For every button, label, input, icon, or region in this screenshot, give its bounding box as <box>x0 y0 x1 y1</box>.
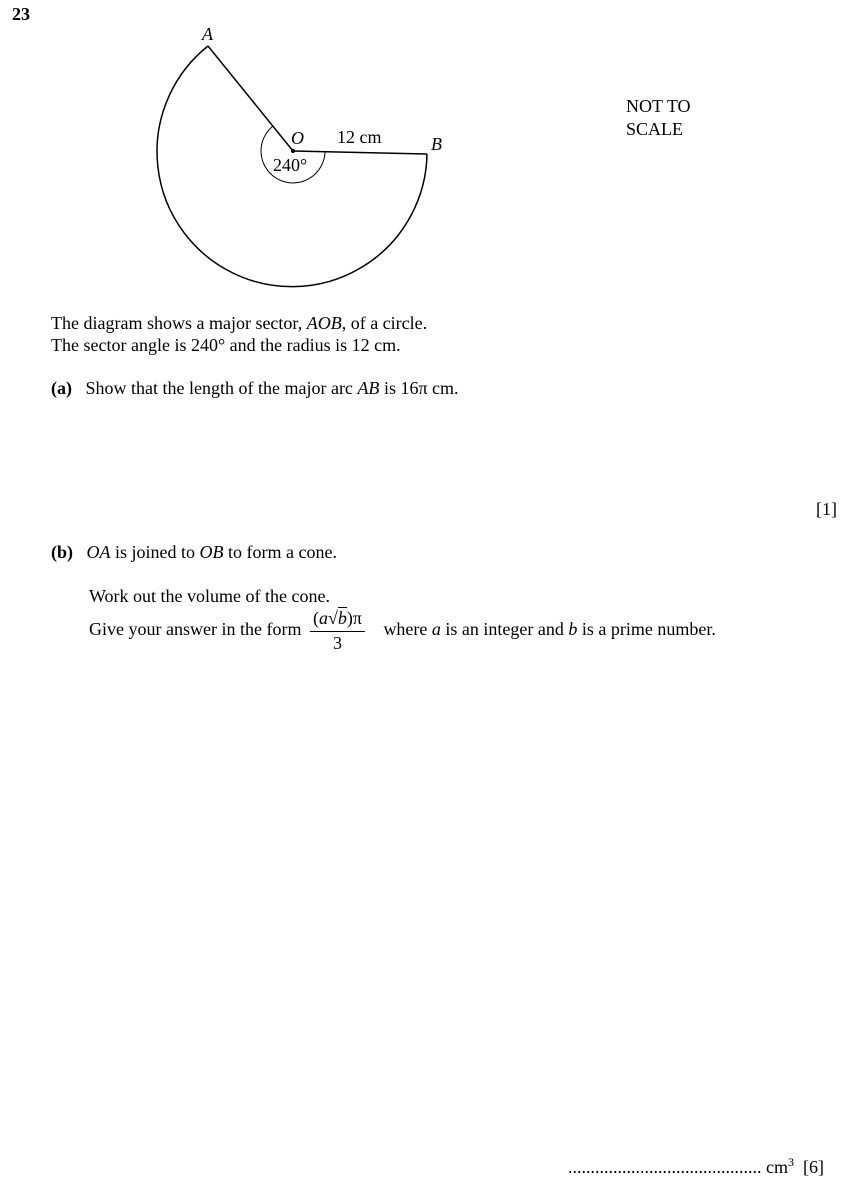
radius-label: 12 cm <box>337 127 382 147</box>
part-a-question <box>51 378 459 399</box>
part-b-instruction: Work out the volume of the cone. <box>89 586 330 606</box>
part-b-text-end: to form a cone. <box>223 542 337 562</box>
answer-dots[interactable]: ........................................... <box>568 1157 762 1177</box>
sector-diagram <box>0 0 853 300</box>
not-to-scale-line-1: NOT TO <box>626 96 691 116</box>
form-prime-text: is a prime number. <box>577 619 716 640</box>
radius-ob <box>293 151 427 154</box>
radius-oa <box>208 46 293 151</box>
intro-line-1 <box>51 313 427 334</box>
answer-unit-power: 3 <box>788 1155 794 1169</box>
form-integer-text: is an integer and <box>440 619 569 640</box>
form-a: a <box>431 619 441 640</box>
intro-line-2: The sector angle is 240° and the radius is 12 cm. <box>51 335 401 355</box>
num-open-bracket: ( <box>312 608 319 628</box>
question-number: 23 <box>12 4 30 24</box>
answer-line <box>568 1155 824 1178</box>
not-to-scale-line-2: SCALE <box>626 119 684 139</box>
form-where: where <box>383 619 432 640</box>
angle-label: 240° <box>273 155 308 175</box>
num-close-pi: )π <box>346 608 362 628</box>
part-b-form-line <box>89 608 716 654</box>
part-a-text: Show that the length of the major arc <box>85 378 358 398</box>
not-to-scale-note <box>626 95 691 141</box>
label-a: A <box>202 24 213 44</box>
centre-point <box>291 149 295 153</box>
answer-unit: cm <box>766 1157 788 1177</box>
intro-text-end: , of a circle. <box>341 313 428 333</box>
label-o: O <box>291 128 304 148</box>
label-b: B <box>431 134 442 154</box>
sqrt-sign: √ <box>327 608 338 628</box>
form-intro-text: Give your answer in the form <box>89 619 302 640</box>
answer-form-fraction <box>310 608 365 654</box>
part-b-question <box>51 542 337 563</box>
intro-text: The diagram shows a major sector, <box>51 313 307 333</box>
intro-sector-name: AOB <box>306 313 342 333</box>
part-b-oa: OA <box>86 542 111 562</box>
part-b-ob: OB <box>199 542 224 562</box>
part-a-marks: [1] <box>816 499 837 519</box>
fraction-denominator: 3 <box>332 633 342 653</box>
part-b-text: is joined to <box>110 542 200 562</box>
part-a-text-end: is 16π cm. <box>379 378 459 398</box>
num-a: a <box>318 608 328 628</box>
part-b-marks: [6] <box>803 1157 824 1177</box>
num-b: b <box>337 608 347 628</box>
fraction-numerator <box>310 608 365 632</box>
part-a-arc-name: AB <box>357 378 380 398</box>
part-a-label: (a) <box>51 378 72 398</box>
part-b-label: (b) <box>51 542 73 562</box>
form-b: b <box>568 619 578 640</box>
